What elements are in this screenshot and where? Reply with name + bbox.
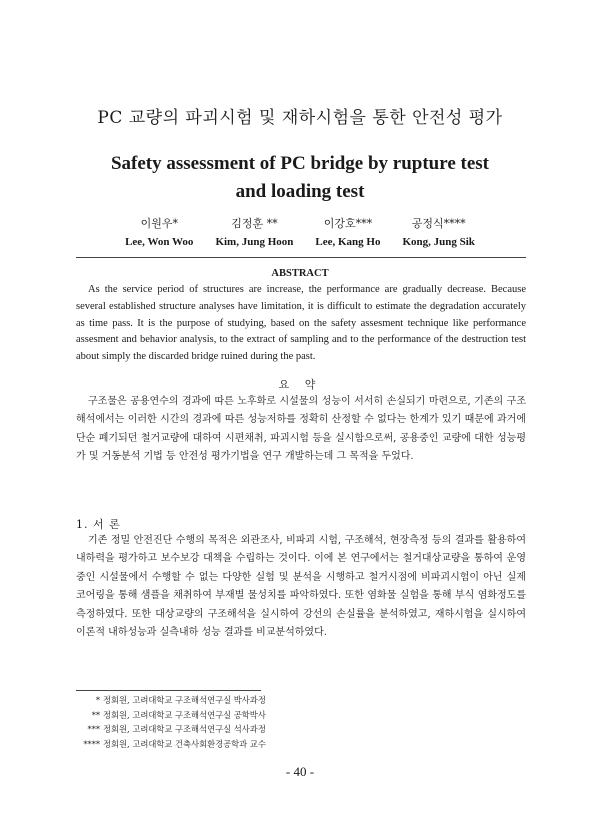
footnote — [76, 737, 336, 752]
footnote-mark: *** — [87, 724, 100, 734]
header-divider — [76, 257, 526, 258]
footnote-mark: **** — [83, 738, 100, 749]
author-name-ko: 공정식**** — [411, 217, 466, 230]
footnote — [76, 722, 336, 737]
author-3 — [315, 214, 380, 252]
author-name-en: Lee, Kang Ho — [315, 236, 381, 248]
author-name-ko: 이원우* — [140, 217, 178, 230]
author-name-en: Lee, Won Woo — [125, 236, 194, 248]
summary-heading: 요 약 — [278, 378, 322, 391]
footnote-text: 정회원, 고려대학교 구조해석연구실 석사과정 — [103, 724, 266, 734]
title-en-line-1: Safety assessment of PC bridge by rupture test — [110, 153, 490, 174]
abstract-text: As the service period of structures are increase, the performance are gradually decrease. Because several established structure analyses have limitation, it is difficult to estimate the degradation accurately as time pass. It is the purpose of studying, based on the safety assesment technique like performance assesment and behavior analysis, to the extract of sampling and to the performance of the destruction test about simply the discarded bridge ruined during the past. — [76, 284, 526, 363]
author-name-ko: 김정훈 ** — [231, 217, 278, 230]
author-name-ko: 이강호*** — [323, 217, 373, 230]
footnote — [76, 708, 336, 723]
footnote — [76, 693, 336, 708]
footnote-text: 정회원, 고려대학교 건축사회환경공학과 교수 — [103, 738, 266, 749]
section-text-introduction: 기존 정밀 안전진단 수행의 목적은 외관조사, 비파괴 시험, 구조해석, 현장측정 등의 결과를 활용하여 내하력을 평가하고 보수보강 대책을 수립하는 것이다. 이에 본 연구에서는 철거대상교량을 통하여 운영 중인 시설물에서 수행할 수 없는 다양한 실험 및 분석을 시행하고 철거시점에 비파괴시험이 아닌 실제 코어링을 통해 샘플을 채취하여 부재별 물성치를 파악하였다. 또한 염화물 실험을 통해 부식 염화정도를 측정하였다. 또한 대상교량의 구조해석을 실시하여 강선의 손실률을 분석하였고, 재하시험을 실시하여 이론적 내하성능과 실측내하 성능 결과를 비교분석하였다. — [76, 535, 526, 639]
author-name-en: Kong, Jung Sik — [402, 236, 475, 248]
author-1 — [125, 214, 193, 252]
paper-title-english — [0, 150, 600, 206]
footnote-mark: ** — [91, 709, 100, 720]
footnote-text: 정회원, 고려대학교 구조해석연구실 공학박사 — [103, 709, 266, 720]
section-heading-introduction: 1. 서 론 — [76, 518, 121, 531]
footnote-divider — [76, 690, 261, 691]
author-4 — [402, 214, 474, 252]
page-number: - 40 - — [285, 764, 315, 779]
author-list — [0, 214, 600, 252]
paper-title-korean: PC 교량의 파괴시험 및 재하시험을 통한 안전성 평가 — [97, 108, 503, 128]
footnote-text: 정회원, 고려대학교 구조해석연구실 박사과정 — [103, 695, 266, 705]
footnote-mark: * — [95, 695, 100, 705]
author-name-en: Kim, Jung Hoon — [215, 236, 294, 248]
title-en-line-2: and loading test — [235, 181, 365, 202]
summary-text: 구조물은 공용연수의 경과에 따른 노후화로 시설물의 성능이 서서히 손실되기 마련으로, 기존의 구조해석에서는 이러한 시간의 경과에 따른 성능저하를 정확히 산정할 수 없다는 한계가 있기 때문에 과거에 단순 폐기되던 철거교량에 대하여 시편채취, 파괴시험 등을 실시함으로써, 공용중인 교량에 대한 성능평가 및 거동분석 기법 등 안전성 평가기법을 연구 개발하는데 그 목적을 두었다. — [76, 396, 526, 463]
footnotes — [76, 693, 336, 751]
abstract-heading: ABSTRACT — [271, 268, 329, 279]
author-2 — [215, 214, 293, 252]
